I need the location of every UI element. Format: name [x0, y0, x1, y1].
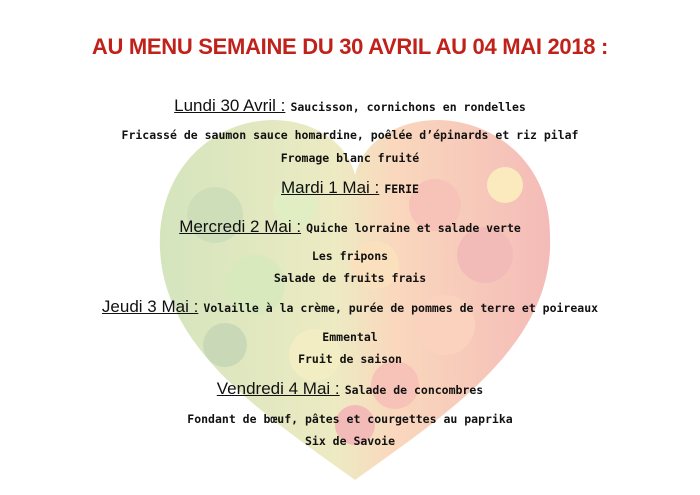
menu-line — [0, 124, 700, 143]
dish-text: Six de Savoie — [304, 434, 395, 448]
dish-text: Les fripons — [311, 249, 389, 263]
day-block-mercredi — [0, 217, 700, 237]
page-title: AU MENU SEMAINE DU 30 AVRIL AU 04 MAI 2018 : — [91, 34, 609, 59]
menu-line — [0, 245, 700, 264]
dish-text: FERIE — [384, 182, 419, 196]
menu-line — [0, 147, 700, 166]
dish-text: Quiche lorraine et salade verte — [306, 221, 521, 235]
dish-text: Salade de concombres — [344, 383, 484, 397]
day-label: Mardi 1 Mai : — [281, 178, 380, 197]
dish-text: Emmental — [322, 330, 378, 344]
menu-line — [0, 348, 700, 367]
day-label: Vendredi 4 Mai : — [216, 379, 340, 398]
dish-text: Fruit de saison — [298, 352, 402, 366]
dish-text: Volaille à la crème, purée de pommes de terre et poireaux — [203, 301, 599, 315]
menu-line — [0, 326, 700, 345]
day-block-mardi — [0, 178, 700, 198]
day-label: Mercredi 2 Mai : — [179, 217, 302, 236]
day-block-lundi — [0, 96, 700, 116]
menu-line — [0, 267, 700, 286]
day-label: Lundi 30 Avril : — [174, 96, 286, 115]
dish-text: Saucisson, cornichons en rondelles — [290, 100, 526, 114]
day-label: Jeudi 3 Mai : — [101, 297, 199, 316]
menu-line — [0, 408, 700, 427]
dish-text: Fricassé de saumon sauce homardine, poêlée d’épinards et riz pilaf — [121, 128, 579, 142]
dish-text: Fromage blanc fruité — [280, 151, 420, 165]
day-block-vendredi — [0, 379, 700, 399]
day-block-jeudi — [0, 297, 700, 317]
dish-text: Fondant de bœuf, pâtes et courgettes au paprika — [187, 412, 513, 426]
dish-text: Salade de fruits frais — [273, 271, 427, 285]
menu-line — [0, 430, 700, 449]
